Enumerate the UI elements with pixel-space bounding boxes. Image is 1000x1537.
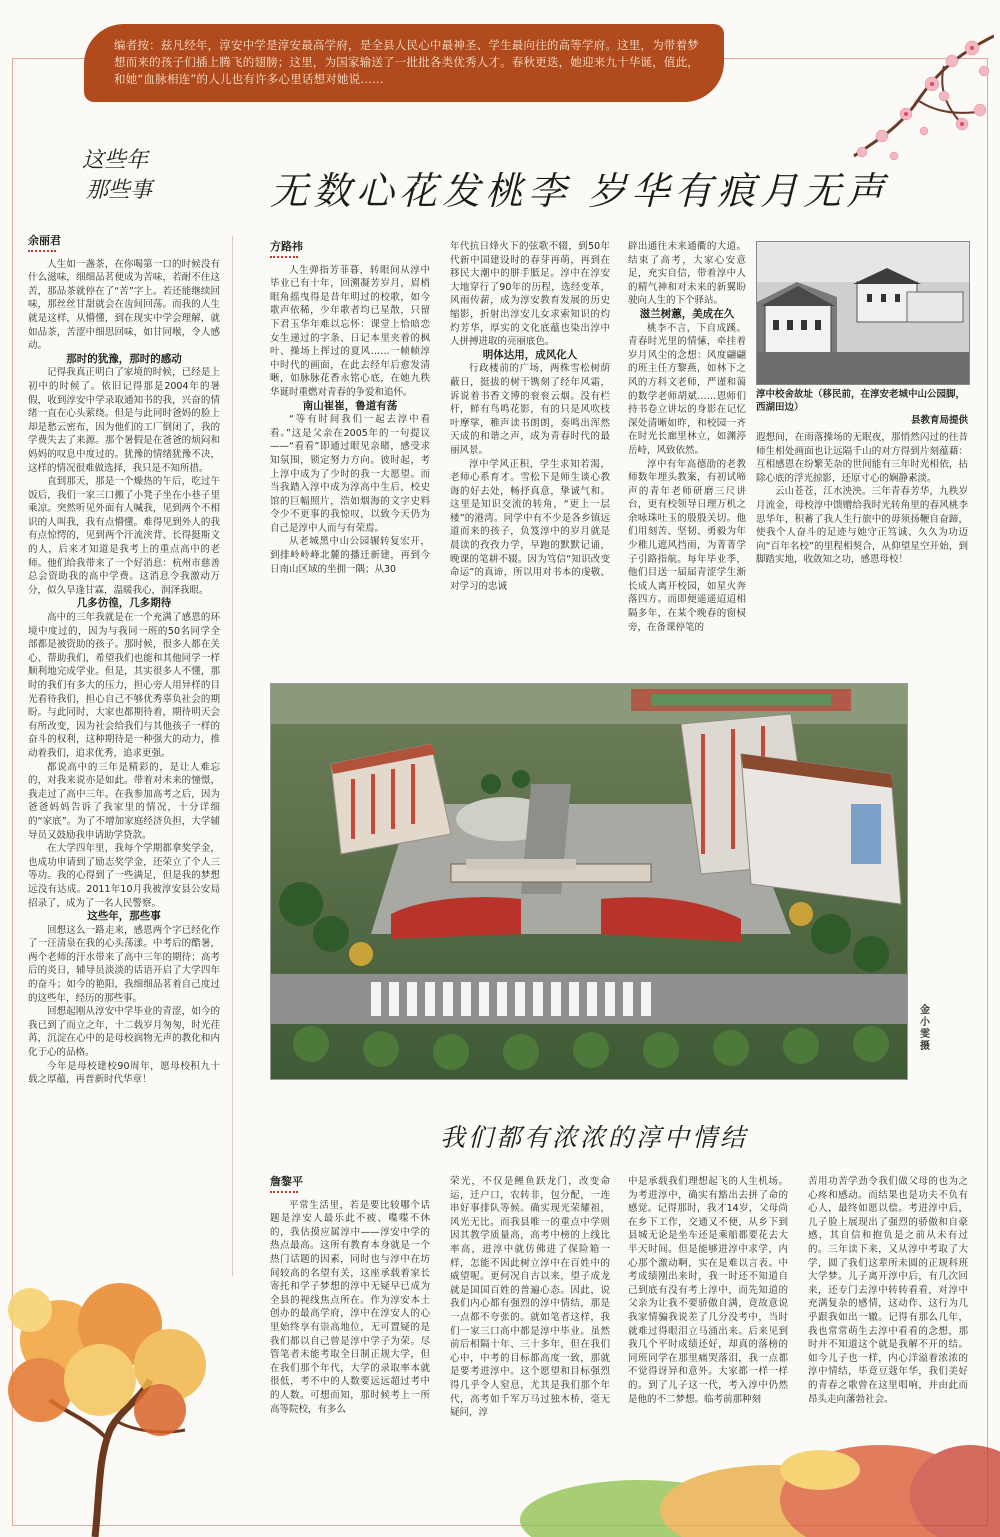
paragraph: 高中的三年我就是在一个充满了感恩的环境中度过的，因为与我同一班的50名同学全部都是被资助的孩子。那时候，很多人都在关心、帮助我们，希望我们也能和其他同学一样顺利地完成学业。但是，其实很多人不懂，那时的我们有多大的压力，担心旁人用异样的目光看待我们，担心自己不够优秀辜负社会的期盼。与此同时，大家也都期待着，期待明天会有所改变，因为社会给我们与其他孩子一样的奋斗的权利，这种期待是一种强大的动力，推动着我们，追求优秀，追求更强。 bbox=[28, 612, 220, 759]
paragraph: 桃李不言，下自成蹊。青春时光里的情愫，牵挂着岁月风尘的念想：风度翩翩的班主任方黎燕，如林下之风的方科文老师，严谨和蔼的数学老师胡斌……恩师们持书卷立讲坛的身影在记忆深处清晰如昨，和校园一齐在时光长廊里林立，如渊渟岳峙，风致依然。 bbox=[628, 322, 746, 456]
paragraph: 行政楼前的广场，两株雪松树荫蔽日，挺拔的树干镌刻了经年风霜，诉说着书香文博的衮衮云烟。没有栏杆，鲜有鸟鸣花影，有的只是风吹枝叶摩挲，稚声读书朗朗，奏鸣出浑然天成的和谐之声，成为青春时代的最丽风景。 bbox=[450, 363, 610, 456]
author-name: 詹黎平 bbox=[270, 1175, 430, 1193]
historic-school-photo bbox=[756, 241, 970, 385]
paragraph: 年代抗日烽火下的弦歌不辍，到50年代新中国建设时的春芽再萌，再到在移民大潮中的胼手胝足。淳中在淳安大地穿行了90年的历程，选经变革，风雨传薪，成为淳安教育发展的历史缩影，折射出淳安儿女求索知识的灼灼芳华，厚实的文化底蕴也染出淳中人拼搏进取的亮丽底色。 bbox=[450, 241, 610, 348]
photo-credit: 金小雯 摄 bbox=[920, 1005, 930, 1052]
photo-caption: 淳中校舍故址（移民前，在淳安老城中山公园脚，西湖田边） bbox=[756, 389, 966, 413]
paragraph: 人生弹指芳菲暮，转眼间从淳中毕业已有十年，回溯凝芳岁月，眉梢眼角摇曳得是昔年明过的校歌，如今歌声依稀，少年歌者均已星散，只留下君玉华年难以忘怀：课堂上恰暗恋女生递过的字条、日记本里夹着的枫叶、操场上挥过的夏风……一帧帧淳中时代的画面，在此去经年后愈发清晰，如脉脉花香永铭心底，在她九秩华诞时重燃对青春的争爱和追怀。 bbox=[270, 264, 430, 398]
paragraph: 回想起刚从淳安中学毕业的青涩，如今的我已到了而立之年，十二载岁月匆匆，时光荏苒，沉淀在心中的是母校润物无声的教化和内化于心的品格。 bbox=[28, 1006, 220, 1059]
section-title bbox=[82, 146, 192, 206]
paragraph: 人生如一盏茶，在你喝第一口的时候没有什么滋味，细细品茗便成为苦味，若耐不住这苦，那品茶就停在了“苦”字上。若还能继续回味，那丝丝甘甜就会在齿间回荡。而我的人生就是这样，从懵懂，到在现实中学会理解，就如品茶，苦涩中细思回味，如甘同喉，令人感动。 bbox=[28, 258, 220, 352]
section-heading: 这些年，那些事 bbox=[87, 910, 161, 923]
main-headline: 无数心花发桃李 岁华有痕月无声 bbox=[270, 169, 890, 213]
article-column-1 bbox=[28, 234, 220, 1274]
paragraph: 直到那天，那是一个燥热的午后，吃过午饭后，我们一家三口搬了小凳子坐在小巷子里乘凉。突然听见外面有人喊我，见到两个不相识的人叫我，我有点懵懂。难得见到外人的我有点惊愕的，见到两个汗流浃背、长得挺斯文的人，后来才知道是我考上的重点高中的老师。他们给我带来了一个好消息：杭州市慈善总会资助我的高中学费。这消息令我激动万分，似久旱逢甘霖，温暖我心，润泽我眼。 bbox=[28, 476, 220, 596]
section-heading: 几多彷徨，几多期待 bbox=[76, 597, 172, 610]
section-title-line2: 那些事 bbox=[86, 178, 153, 203]
section-heading: 南山崔崔，鲁道有荡 bbox=[302, 399, 398, 412]
section-heading: 那时的犹豫，那时的感动 bbox=[66, 352, 182, 365]
bottom-column-2 bbox=[450, 1175, 610, 1437]
paragraph: 苦用功苦学劲令我们做父母的也为之心疼和感动。而结果也是功夫不负有心人，最终如愿以偿。考进淳中后，儿子脸上展现出了强烈的骄傲和自豪感，其自信和抱负是之前从未有过的。三年读下来，又从淳中考取了大学，圆了我们这辈所未圆的正规科班大学梦。儿子离开淳中后，有几次回来，还专门去淳中转转看看，对淳中充满复杂的感情，这动作、这行为几乎跟我如出一辙。记得有那么几年，我也常常萌生去淳中看看的念想，那时并不知道这个就是我解不开的结。如今儿子也一样，内心洋溢着浓浓的淳中情结，毕竟豆蔻年华，我们美好的青春之歌曾在这里唱响，并由此而昂头走向藩勃社会。 bbox=[808, 1176, 968, 1405]
paragraph: 记得我真正明白了家境的时候，已经是上初中的时候了。依旧记得那是2004年的暑假，收到淳安中学录取通知书的我，兴奋的情绪一直在心头萦绕。但是与此同时爸妈的脸上却是愁云密布，因为他们的工厂倒闭了，我的学费失去了来源。那个暑假是在爸爸的烦闷和妈妈的叹息中度过的。犹豫的情绪犹豫不决，这样的情况很难做选择，我只是不知所措。 bbox=[28, 367, 220, 474]
article-column-2 bbox=[270, 240, 430, 645]
sub-headline: 我们都有浓浓的淳中情结 bbox=[440, 1123, 749, 1152]
paragraph: 回想这么一路走来，感恩两个字已经化作了一汪清泉在我的心头荡漾。中考后的酷暑，两个老师的汗水带来了高中三年的期待；高考后的炎日，辅导员淡淡的话语开启了大学四年的奋斗；如今的艳阳，我细细品茗着自己度过的这些年，经历的那些事。 bbox=[28, 924, 220, 1004]
paragraph: 荣光，不仅是鲤鱼跃龙门，改变命运，迁户口，农转非，包分配，一连串好事排队等候。确实现光荣耀祖，风光无比。而我县唯一的重点中学则因其教学质量高，高考中榜的上线比率高，进淳中就仿佛进了保险箱一样，怎能不因此树立淳中在百姓中的威望呢。更何况自古以来，望子成龙就是国国百姓的普遍心态。因此，说我们内心都有强烈的淳中情结，那是一点都不夸张的。就如笔者这样，我们一家三口高中都是淳中毕业。虽然前后相隔十年、三十多年，但在我们心中，中考的目标都高度一致，那就是要考进淳中。这个愿望和目标强烈得几乎令人窒息，尤其是我们那个年代，高考如千军万马过独木桥，毫无疑问，淳 bbox=[450, 1176, 610, 1419]
editor-note-banner bbox=[84, 24, 724, 102]
article-column-4 bbox=[628, 240, 746, 645]
watercolor-leaves-decoration bbox=[520, 1400, 1000, 1537]
author-name: 余丽君 bbox=[28, 234, 220, 252]
bottom-column-3 bbox=[628, 1175, 788, 1437]
paragraph: 平常生活里，若是要比较哪个话题是淳安人最乐此不疲、喋喋不休的，我估摸应属淳中——淳安中学的热点最高。这所有教育本身就是一个热门话题的因素，同时也与淳中在坊间较高的名望有关，这座承载着家长寄托和学子梦想的淳中无疑早已成为全县的视线焦点所在。作为淳安本土创办的最高学府，淳中在淳安人的心里始终享有崇高地位，无可置疑的是我们都以自己曾是淳中学子为荣。尽管笔者未能考取全日制正规大学，但在我们那个年代，大学的录取率本就很低，考不中的人数要远远超过考中的人数。可想而知，那时候考上一所高等院校，有多么 bbox=[270, 1199, 430, 1415]
column-divider bbox=[232, 236, 233, 1276]
bottom-column-4 bbox=[808, 1175, 968, 1437]
bottom-column-1 bbox=[270, 1175, 430, 1437]
section-heading: 滋兰树蕙，美成在久 bbox=[639, 307, 735, 320]
paragraph: 辟出通往未来通衢的大道。结束了高考，大家心安意足，充实自信，带着淳中人的精气神和对未来的新翼盼驶向人生的下个驿站。 bbox=[628, 241, 746, 307]
paragraph: 今年是母校建校90周年，愿母校积九十载之厚蕴，再普新时代华章！ bbox=[28, 1060, 220, 1086]
editor-note: 编者按：兹凡经年，淳安中学是淳安最高学府，是全县人民心中最神圣、学生最向往的高等学府。这里，为带着梦想而来的孩子们插上腾飞的翅膀；这里，为国家输送了一批批各类优秀人才。春秋更迭，她迎来九十华诞，值此，和她“血脉相连”的人儿也有许多心里话想对她说…… bbox=[114, 38, 699, 86]
paragraph: 从老城黑中山公园辗转复宏开，到排岭岭峰北麓的播迁新建，再到今日南山区域的坐拥一隅；从30 bbox=[270, 536, 430, 575]
paragraph: 淳中学风正积，学生求知若渴，老师心系育才。雪松下是师生谈心教诲的好去处，畅抒真意，挚诚气和。这里是知识交流的转角，“更上一层楼”的港湾。同学中有不少是各乡镇远道而来的孩子，负笈淳中的岁月就是晨读的孜孜力学，早跑的默默记诵，晚课的笔耕不辍。因为笃信“知识改变命运”的真谛，所以用对书本的虔敬、对学习的忠诚 bbox=[450, 458, 610, 592]
campus-aerial-photo bbox=[270, 683, 908, 1080]
author-name: 方路祎 bbox=[270, 240, 430, 258]
paragraph: 都说高中的三年是精彩的，是让人难忘的，对我来说亦是如此。带着对未来的憧憬，我走过了高中三年。在我参加高考之后，因为爸爸妈妈告诉了我家里的情况，十分详细的“家底”。为了不增加家庭经济负担，大学辅导员又鼓励我申请助学贷款。 bbox=[28, 761, 220, 841]
paragraph: “等有时间我们一起去淳中看看。”这是父亲在2005年的一句提议——“看看”即通过眼见亲睹，感受求知氛围，锁定努力方向。彼时起，考上淳中成为了少时的我一大愿望。而当我踏入淳中成为淳高中生后，校史馆的巨幅照片，浩如烟海的文字史料令少不更事的我惊叹，以致今天仍为自己是淳中人而与有荣焉。 bbox=[270, 414, 430, 534]
photo-source: 县教育局提供 bbox=[910, 415, 968, 426]
paragraph: 遐想间，在雨落操场的无眠夜，那悄然闪过的往昔师生相处画面也让远隔千山的对方得到片刻蕴藉：互相感恩在纷繁芜杂的世间能有三年时光相依，拈除心底的浮光掠影，还原寸心的娴静素淡。 bbox=[756, 432, 968, 484]
paragraph: 淳中有年高德劭的老教师数年埋头教案，有初试啼声的青年老师研磨三尺讲台，更有校领导日理万机之余咏珠吐玉的殷殷关切。他们用刻苦、坚韧、勇毅为年少稚儿遮风挡雨，为菁菁学子引路指航。每年毕业季，他们目送一届届青涩学生渐长成人离开校园，如星火奔落四方。而即便遥遥迢迢相隔多年，在某个晚春的窗棂旁，在备课停笔的 bbox=[628, 458, 746, 633]
paragraph: 云山苍苍，江水泱泱。三年青春芳华，九秩岁月流金，母校淳中馈赠给我时光转角里的春风桃李思华年，积蓄了我人生行旅中的毋须扬鞭自奋蹄，使我个人奋斗的足迹与她守正笃诚、久久为功迈向“百年名校”的里程相契合，从仰望星空开始，到脚踏实地，收敛知之功，感恩母校！ bbox=[756, 486, 968, 566]
article-column-5 bbox=[756, 388, 968, 646]
article-column-3 bbox=[450, 240, 610, 645]
paragraph: 中是承载我们理想起飞的人生机场。为考进淳中，确实有豁出去拼了命的感觉。记得那时，我才14岁，父母尚在乡下工作，交通又不便，从乡下到县城无论是坐车还是乘船都要花去大半天时间。但是能够进淳中求学，内心那个激动啊，实在是难以言表。中考成绩刚出来时，我一时还不知道自己到底有没有考上淳中，而先知道的父亲为让我不要骄傲自满，竟故意说我家情骗我说差了几分没考中，当时就难过得眼泪立马涌出来。后来见到我几个平时成绩还好，却真的落榜的同班同学在那里痛哭落泪，我一点都不觉得讶异和意外。大家都一样一样的。到了儿子这一代，考入淳中仍然是他的不二梦想。临考前那种刻 bbox=[628, 1176, 788, 1405]
autumn-tree-decoration bbox=[0, 1270, 220, 1537]
paragraph: 在大学四年里，我每个学期都拿奖学金，也成功申请到了励志奖学金，还荣立了个人三等功。我的心得到了一些满足，但是我的梦想远没有达成。2011年10月我被淳安县公安局招录了，成为了一名人民警察。 bbox=[28, 843, 220, 909]
section-heading: 明体达用，成风化人 bbox=[482, 348, 578, 361]
section-title-line1: 这些年 bbox=[82, 148, 149, 173]
